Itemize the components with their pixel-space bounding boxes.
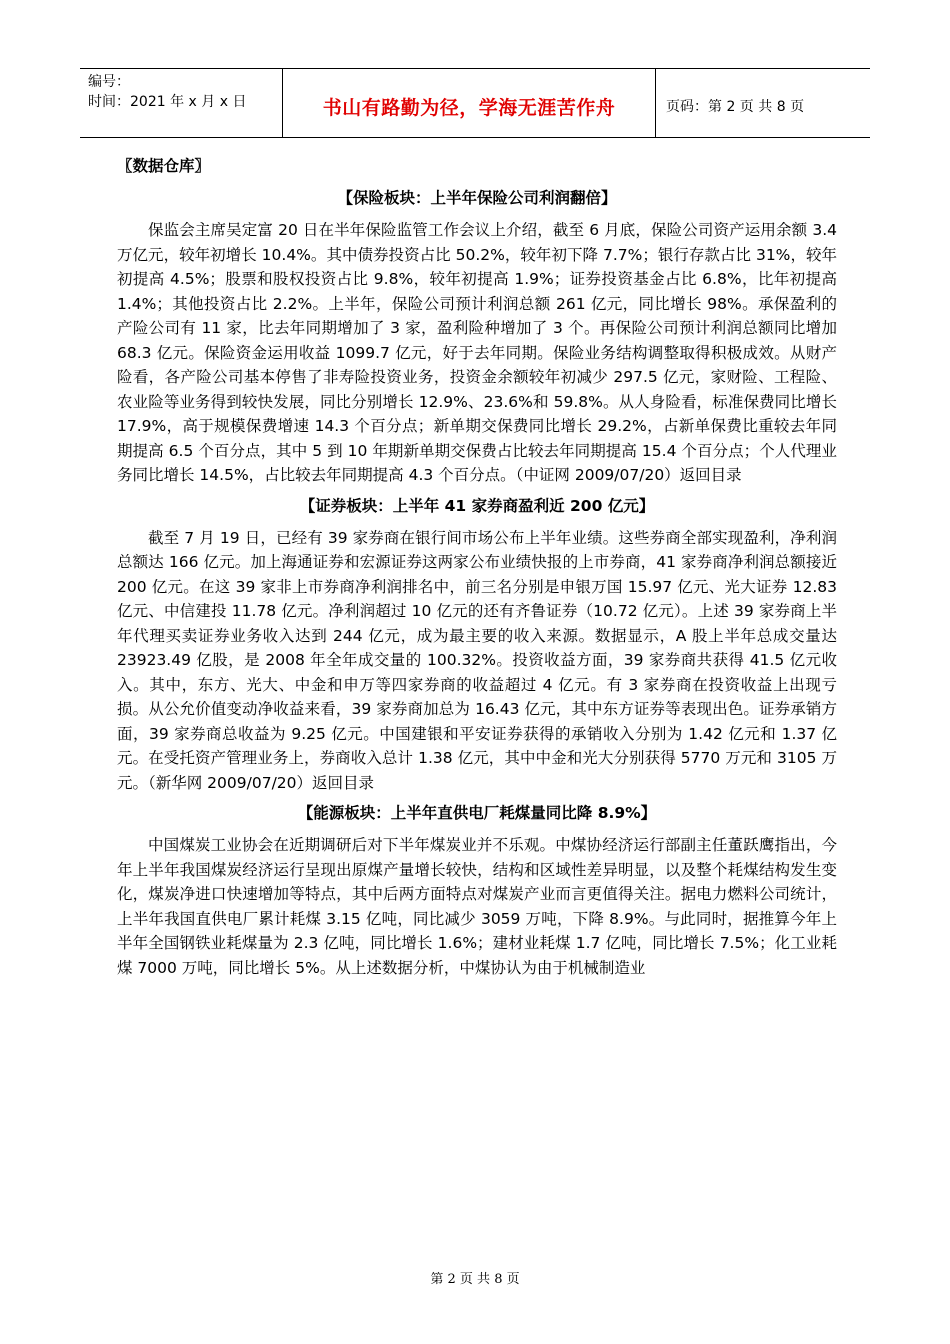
section-body-insurance: 保监会主席吴定富 20 日在半年保险监管工作会议上介绍，截至 6 月底，保险公司资产运用余额 3.4 万亿元，较年初增长 10.4%。其中债券投资占比 50.2%，较年初下降 7.7%；银行存款占比 31%，较年初提高 4.5%；股票和股权投资占比 9.8%，较年初提高 1.9%；证券投资基金占比 6.8%，比年初提高 1.4%；其他投资占比 2.2%。上半年，保险公司预计利润总额 261 亿元，同比增长 98%。承保盈利的产险公司有 11 家，比去年同期增加了 3 家，盈利险种增加了 3 个。再保险公司预计利润总额同比增加 68.3 亿元。保险资金运用收益 1099.7 亿元，好于去年同期。保险业务结构调整取得积极成效。从财产险看，各产险公司基本停售了非寿险投资业务，投资金余额较年初减少 297.5 亿元，家财险、工程险、农业险等业务得到较快发展，同比分别增长 12.9%、23.6%和 59.8%。从人身险看，标准保费同比增长 17.9%，高于规模保费增速 14.3 个百分点；新单期交保费同比增长 29.2%，占新单保费比重较去年同期提高 6.5 个百分点，其中 5 到 10 年期新单期交保费占比较去年同期提高 15.4 个百分点；个人代理业务同比增长 14.5%，占比较去年同期提高 4.3 个百分点。（中证网 2009/07/20）返回目录 — [117, 221, 837, 484]
section-body-securities: 截至 7 月 19 日，已经有 39 家券商在银行间市场公布上半年业绩。这些券商全部实现盈利，净利润总额达 166 亿元。加上海通证券和宏源证券这两家公布业绩快报的上市券商，41 家券商净利润总额接近 200 亿元。在这 39 家非上市券商净利润排名中，前三名分别是申银万国 15.97 亿元、光大证券 12.83 亿元、中信建投 11.78 亿元。净利润超过 10 亿元的还有齐鲁证券（10.72 亿元）。上述 39 家券商上半年代理买卖证券业务收入达到 244 亿元，成为最主要的收入来源。数据显示，A 股上半年总成交量达 23923.49 亿股，是 2008 年全年成交量的 100.32%。投资收益方面，39 家券商共获得 41.5 亿元收入。其中，东方、光大、中金和申万等四家券商的收益超过 4 亿元。有 3 家券商在投资收益上出现亏损。从公允价值变动净收益来看，39 家券商加总为 16.43 亿元，其中东方证券等表现出色。证券承销方面，39 家券商总收益为 9.25 亿元。中国建银和平安证券获得的承销收入分别为 1.42 亿元和 1.37 亿元。在受托资产管理业务上，券商收入总计 1.38 亿元，其中中金和光大分别获得 5770 万元和 3105 万元。（新华网 2009/07/20）返回目录 — [117, 528, 837, 792]
header-motto: 书山有路勤为径，学海无涯苦作舟 — [283, 69, 656, 137]
page-footer: 第 2 页 共 8 页 — [430, 1272, 520, 1287]
section-title-energy: 【能源板块：上半年直供电厂耗煤量同比降 8.9%】 — [297, 804, 657, 822]
header-meta — [80, 69, 283, 137]
section-body-energy: 中国煤炭工业协会在近期调研后对下半年煤炭业并不乐观。中煤协经济运行部副主任董跃鹰指出，今年上半年我国煤炭经济运行呈现出原煤产量增长较快，结构和区域性差异明显，以及整个耗煤结构发生变化，煤炭净进口快速增加等特点，其中后两方面特点对煤炭产业而言更值得关注。据电力燃料公司统计，上半年我国直供电厂累计耗煤 3.15 亿吨，同比减少 3059 万吨，下降 8.9%。与此同时，据推算今年上半年全国钢铁业耗煤量为 2.3 亿吨，同比增长 1.6%；建材业耗煤 1.7 亿吨，同比增长 7.5%；化工业耗煤 7000 万吨，同比增长 5%。从上述数据分析，中煤协认为由于机械制造业 — [117, 836, 837, 977]
page-header — [80, 68, 870, 138]
section-title-securities: 【证券板块：上半年 41 家券商盈利近 200 亿元】 — [299, 496, 655, 515]
section-title-insurance: 【保险板块：上半年保险公司利润翻倍】 — [337, 189, 617, 207]
time-label: 时间：2021 年 x 月 x 日 — [88, 94, 247, 110]
header-page-info: 页码：第 2 页 共 8 页 — [666, 99, 805, 115]
document-body — [117, 152, 837, 984]
number-label: 编号： — [88, 74, 130, 90]
category-heading: 〖数据仓库〗 — [117, 157, 211, 175]
